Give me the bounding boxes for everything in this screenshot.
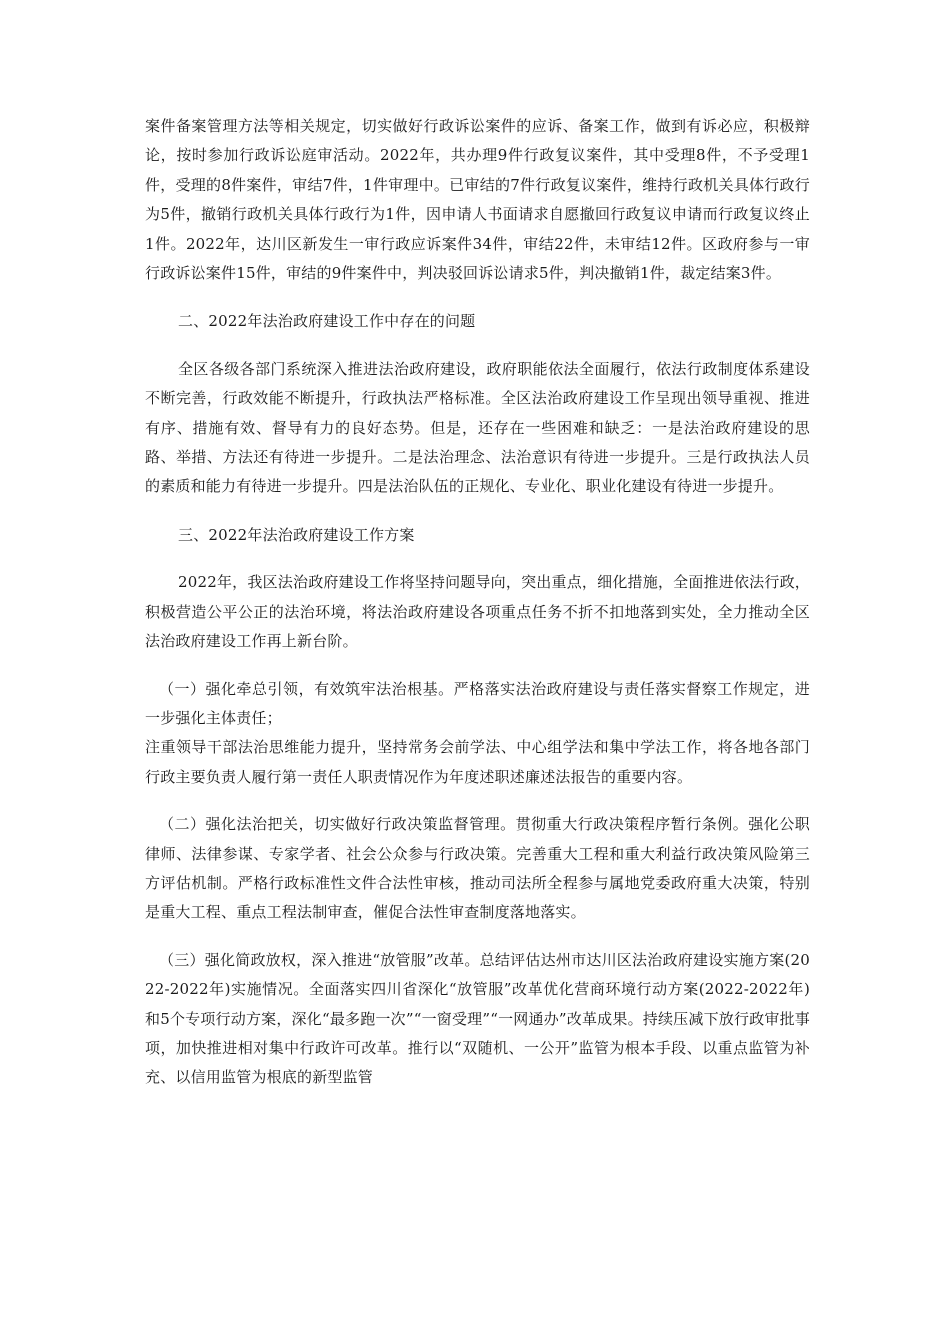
section-heading-plan: 三、2022年法治政府建设工作方案 xyxy=(178,525,415,544)
section-heading-problems: 二、2022年法治政府建设工作中存在的问题 xyxy=(178,312,476,331)
document-body xyxy=(145,112,810,1093)
paragraph-item-2: （二）强化法治把关，切实做好行政决策监督管理。贯彻重大行政决策程序暂行条例。强化公职律师、法律参谋、专家学者、社会公众参与行政决策。完善重大工程和重大利益行政决策风险第三方评估机制。严格行政标准性文件合法性审核，推动司法所全程参与属地党委政府重大决策，特别是重大工程、重点工程法制审查，催促合法性审查制度落地落实。 xyxy=(145,815,810,922)
paragraph-plan-intro: 2022年，我区法治政府建设工作将坚持问题导向，突出重点，细化措施，全面推进依法行政，积极营造公平公正的法治环境，将法治政府建设各项重点任务不折不扣地落到实处，全力推动全区法治政府建设工作再上新台阶。 xyxy=(145,573,810,651)
paragraph-item-1-continued: 注重领导干部法治思维能力提升，坚持常务会前学法、中心组学法和集中学法工作，将各地各部门行政主要负责人履行第一责任人职责情况作为年度述职述廉述法报告的重要内容。 xyxy=(145,738,810,786)
paragraph-case-statistics: 案件备案管理方法等相关规定，切实做好行政诉讼案件的应诉、备案工作，做到有诉必应，积极辩论，按时参加行政诉讼庭审活动。2022年，共办理9件行政复议案件，其中受理8件，不予受理1件，受理的8件案件，审结7件，1件审理中。已审结的7件行政复议案件，维持行政机关具体行政行为5件，撤销行政机关具体行政行为1件，因申请人书面请求自愿撤回行政复议申请而行政复议终止1件。2022年，达川区新发生一审行政应诉案件34件，审结22件，未审结12件。区政府参与一审行政诉讼案件15件，审结的9件案件中，判决驳回诉讼请求5件，判决撤销1件，裁定结案3件。 xyxy=(145,117,810,283)
paragraph-item-1: （一）强化牵总引领，有效筑牢法治根基。严格落实法治政府建设与责任落实督察工作规定，进一步强化主体责任； xyxy=(145,679,810,727)
paragraph-problems: 全区各级各部门系统深入推进法治政府建设，政府职能依法全面履行，依法行政制度体系建设不断完善，行政效能不断提升，行政执法严格标准。全区法治政府建设工作呈现出领导重视、推进有序、措施有效、督导有力的良好态势。但是，还存在一些困难和缺乏：一是法治政府建设的思路、举措、方法还有待进一步提升。二是法治理念、法治意识有待进一步提升。三是行政执法人员的素质和能力有待进一步提升。四是法治队伍的正规化、专业化、职业化建设有待进一步提升。 xyxy=(145,359,810,496)
paragraph-item-3: （三）强化简政放权，深入推进“放管服”改革。总结评估达州市达川区法治政府建设实施方案(2022-2022年)实施情况。全面落实四川省深化“放管服”改革优化营商环境行动方案(2022-2022年)和5个专项行动方案，深化“最多跑一次”“一窗受理”“一网通办”改革成果。持续压减下放行政审批事项，加快推进相对集中行政许可改革。推行以“双随机、一公开”监管为根本手段、以重点监管为补充、以信用监管为根底的新型监管 xyxy=(145,950,810,1087)
